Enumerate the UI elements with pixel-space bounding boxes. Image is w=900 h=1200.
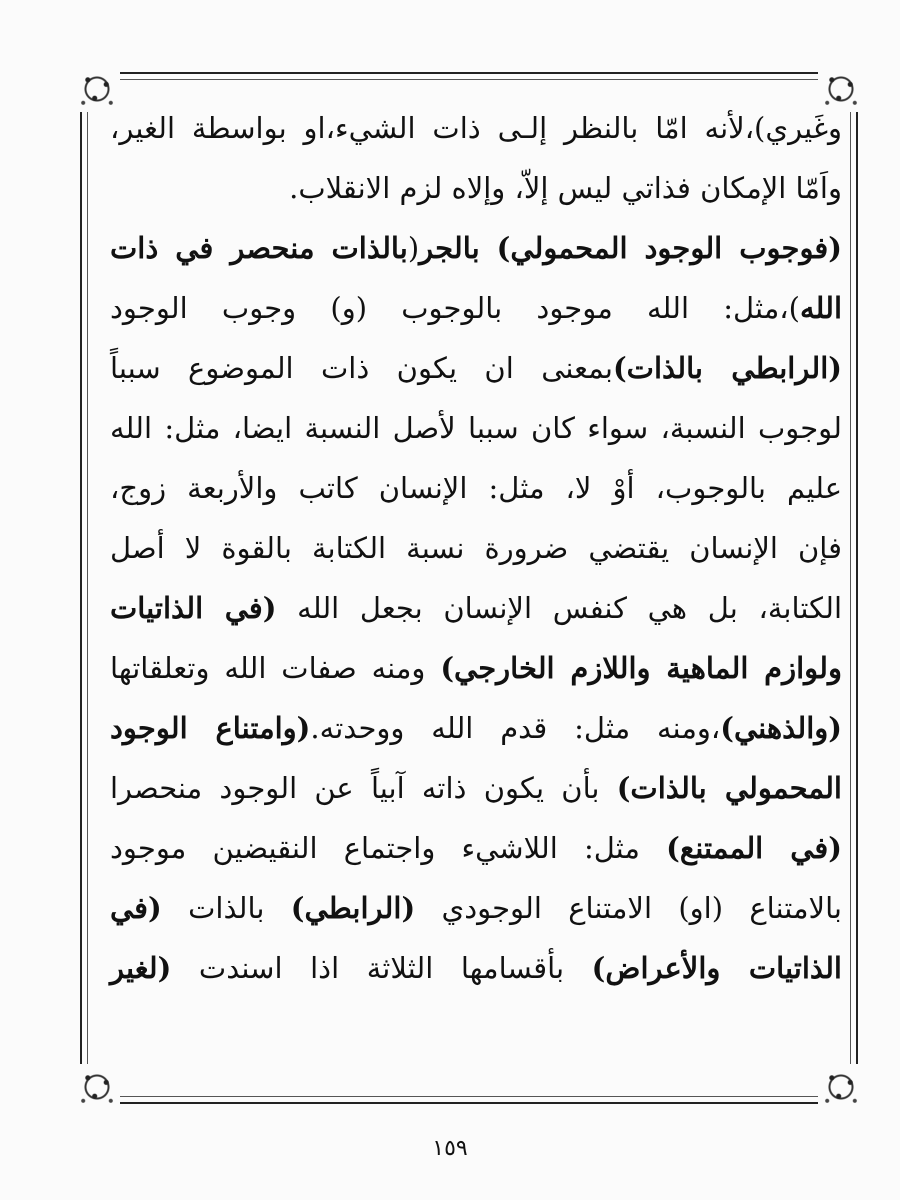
text-segment: بأن يكون ذاته آبياً عن الوجود منحصرا [110,771,617,805]
text-segment: بالذات [161,891,291,925]
corner-ornament-bottom-left [74,1064,120,1110]
text-line [110,938,842,998]
text-segment: مثل: اللاشيء واجتماع النقيضين موجود [110,831,667,865]
text-segment: فإن الإنسان يقتضي ضرورة نسبة الكتابة بالقوة لا أصل [110,531,842,565]
bold-text-segment: المحمولي بالذات) [616,771,842,805]
bold-text-segment: (فوجوب الوجود المحمولي) بالجر [419,231,843,265]
text-segment: عليم بالوجوب، أوْ لا، مثل: الإنسان كاتب والأربعة زوج، [110,471,842,505]
bold-text-segment: (والذهني) [720,711,842,745]
corner-ornament-bottom-right [818,1064,864,1110]
text-line [110,818,842,878]
text-line [110,98,842,158]
bold-text-segment: (في [110,891,162,925]
page-number: ١٥٩ [432,1136,468,1161]
text-line [110,758,842,818]
text-segment: بأقسامها الثلاثة اذا اسندت [171,951,592,985]
bold-text-segment: (في الذاتيات [110,591,277,625]
text-segment: واَمّا الإمكان فذاتي ليس إلاّ، وإلاه لزم الانقلاب. [289,171,842,205]
text-segment: بمعنى ان يكون ذات الموضوع سبباً [110,351,613,385]
text-line [110,338,842,398]
text-segment: ( [407,231,420,265]
text-line [110,458,842,518]
bold-text-segment: (وامتناع الوجود [110,711,311,745]
bold-text-segment: الله [799,291,842,325]
bold-text-segment: (الرابطي) [290,891,416,925]
bold-text-segment: (الرابطي بالذات) [612,351,842,385]
text-line [110,878,842,938]
text-line [110,158,842,218]
text-line [110,638,842,698]
bold-text-segment: (لغير [110,951,172,985]
bold-text-segment: بالذات منحصر في ذات [110,231,408,265]
text-segment: لوجوب النسبة، سواء كان سببا لأصل النسبة ايضا، مثل: الله [110,411,842,445]
text-line [110,578,842,638]
text-segment: بالامتناع (او) الامتناع الوجودي [415,891,842,925]
text-segment: وغَيري)،لأنه امّا بالنظر إلـى ذات الشيء،او بواسطة الغير، [110,111,842,145]
text-line [110,218,842,278]
text-line [110,698,842,758]
text-line [110,398,842,458]
bold-text-segment: الذاتيات والأعراض) [591,951,842,985]
text-line [110,278,842,338]
bold-text-segment: ولوازم الماهية واللازم الخارجي) [440,651,842,685]
text-line [110,518,842,578]
bold-text-segment: (في الممتنع) [666,831,842,865]
text-segment: الكتابة، بل هي كنفس الإنسان بجعل الله [276,591,843,625]
text-segment: )،مثل: الله موجود بالوجوب (و) وجوب الوجود [110,291,800,325]
text-segment: ،ومنه مثل: قدم الله ووحدته. [310,711,721,745]
body-text [110,98,842,998]
text-segment: ومنه صفات الله وتعلقاتها [110,651,441,685]
